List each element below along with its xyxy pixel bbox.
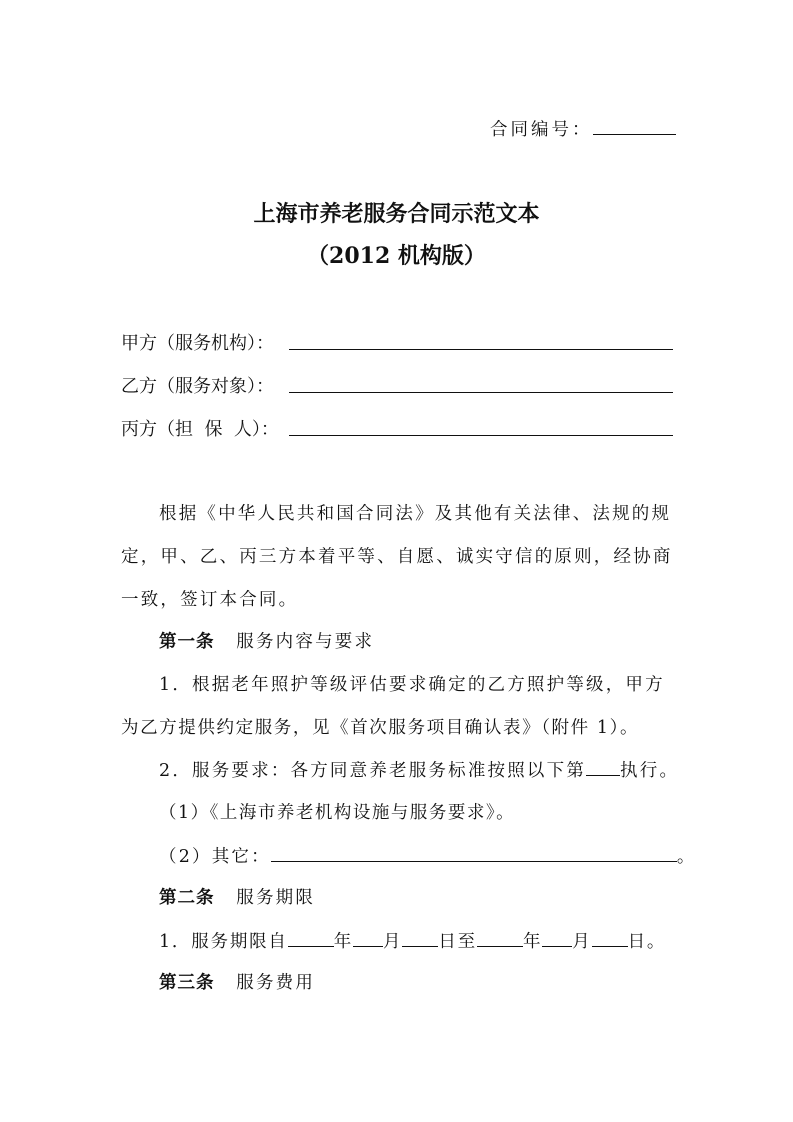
other-standard-blank[interactable] [271, 860, 677, 862]
end-month-blank[interactable] [542, 945, 572, 947]
article-1-item-2-suffix: 执行。 [620, 761, 680, 781]
preamble-line-2: 定，甲、乙、丙三方本着平等、自愿、诚实守信的原则，经协商 [121, 547, 673, 567]
party-c-label: 丙方（担 保 人）： [121, 419, 279, 440]
article-3-header [159, 969, 315, 994]
party-a-label: 甲方（服务机构）： [121, 333, 274, 354]
article-3-title: 服务费用 [236, 973, 316, 993]
article-1-item-1-line-2: 为乙方提供约定服务，见《首次服务项目确认表》（附件 1）。 [121, 718, 640, 738]
contract-number-label: 合同编号： [490, 120, 593, 140]
article-2-title: 服务期限 [236, 888, 316, 908]
article-1-item-2 [159, 757, 679, 782]
article-1-heading: 第一条 [159, 632, 215, 652]
article-1-title: 服务内容与要求 [236, 632, 375, 652]
start-day-to-label: 日至 [438, 932, 477, 952]
document-title: 上海市养老服务合同示范文本 [253, 201, 540, 227]
preamble-line-1: 根据《中华人民共和国合同法》及其他有关法律、法规的规 [159, 504, 672, 524]
party-b-label: 乙方（服务对象）： [121, 376, 274, 397]
party-c-row [121, 415, 673, 439]
article-1-option-1: （1）《上海市养老机构设施与服务要求》。 [159, 803, 516, 823]
service-term-prefix: 1．服务期限自 [159, 932, 288, 952]
start-month-label: 月 [383, 932, 403, 952]
start-year-label: 年 [333, 932, 354, 952]
document-subtitle: （2012 机构版） [307, 243, 486, 269]
party-a-blank[interactable] [289, 349, 673, 350]
article-1-item-2-prefix: 2．服务要求：各方同意养老服务标准按照以下第 [159, 761, 587, 781]
end-day-blank[interactable] [592, 945, 628, 947]
party-b-row [121, 372, 673, 396]
article-2-header [159, 884, 315, 909]
preamble-line-3: 一致，签订本合同。 [121, 590, 299, 610]
end-day-label: 日。 [627, 932, 667, 952]
start-day-blank[interactable] [402, 945, 438, 947]
article-2-heading: 第二条 [159, 888, 215, 908]
party-a-row [121, 329, 673, 353]
article-1-option-2 [159, 843, 697, 868]
article-3-heading: 第三条 [159, 973, 215, 993]
start-year-blank[interactable] [288, 945, 334, 947]
article-1-header [159, 628, 374, 653]
party-b-blank[interactable] [289, 392, 673, 393]
end-year-blank[interactable] [477, 945, 523, 947]
contract-number-blank[interactable] [593, 133, 676, 135]
contract-number [490, 116, 676, 141]
article-1-option-2-suffix: 。 [676, 847, 697, 867]
standard-choice-blank[interactable] [586, 774, 620, 776]
article-2-item-1 [159, 928, 666, 953]
end-month-label: 月 [572, 932, 592, 952]
party-c-blank[interactable] [289, 435, 673, 436]
start-month-blank[interactable] [353, 945, 383, 947]
article-1-item-1-line-1: 1．根据老年照护等级评估要求确定的乙方照护等级，甲方 [159, 675, 665, 695]
end-year-label: 年 [522, 932, 543, 952]
article-1-option-2-prefix: （2）其它： [159, 847, 271, 867]
